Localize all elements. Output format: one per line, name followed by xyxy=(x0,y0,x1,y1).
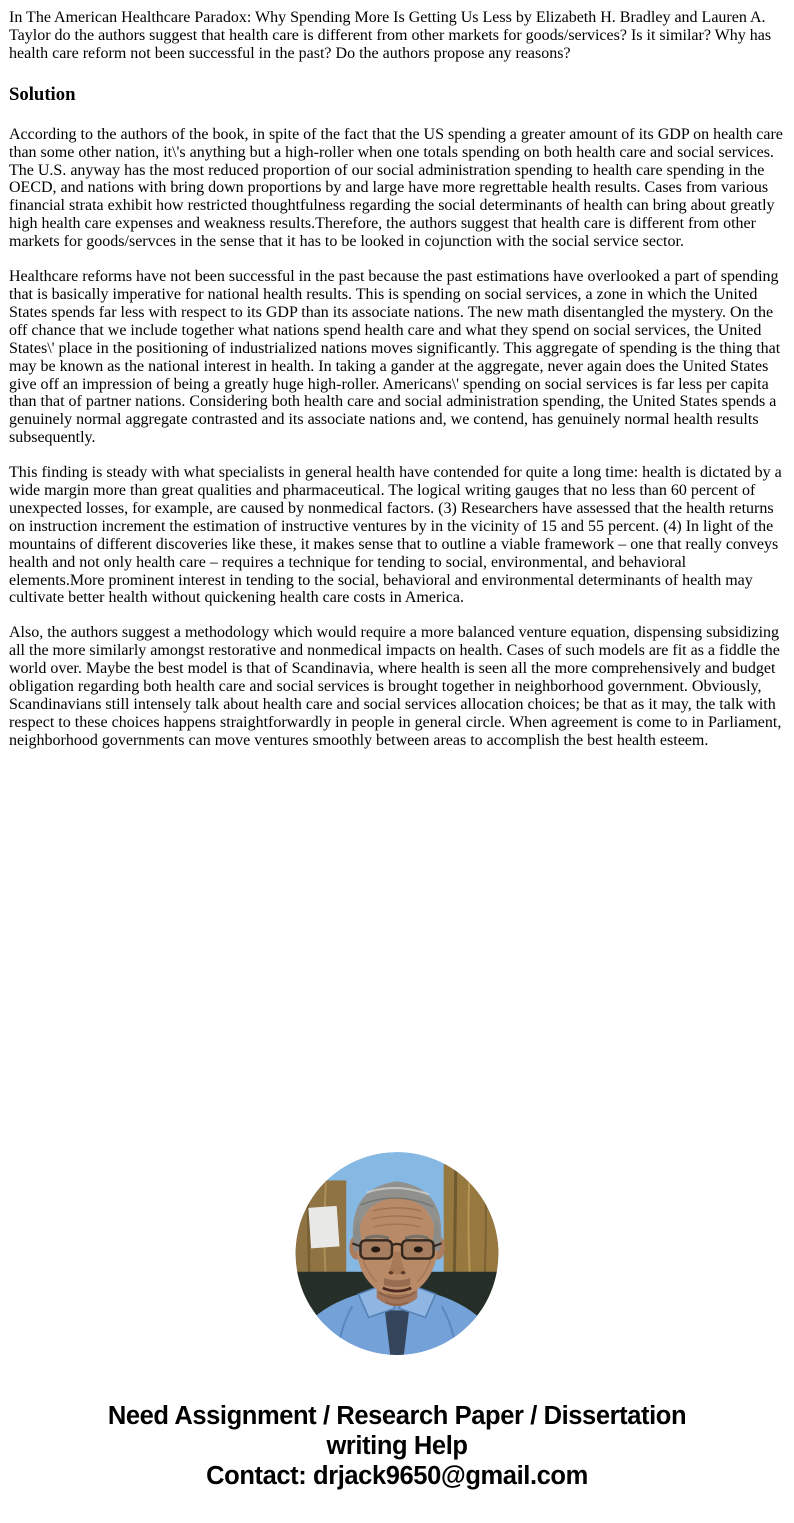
footer-banner xyxy=(0,1401,794,1491)
profile-photo xyxy=(296,1152,499,1355)
footer-help-line-2: writing Help xyxy=(326,1432,468,1460)
solution-paragraph-2: Healthcare reforms have not been successful in the past because the past estimations have overlooked a part of spending that is basically imperative for national health results. This is spending on social services, a zone in which the United States spends far less with respect to its GDP than its associate nations. The new math disentangled the mystery. On the off chance that we include together what nations spend health care and what they spend on social services, the United States\' place in the positioning of industrialized nations moves significantly. This aggregate of spending is the thing that may be known as the national interest in health. In taking a gander at the aggregate, never again does the United States give off an impression of being a greatly huge high-roller. Americans\' spending on social services is far less per capita than that of partner nations. Considering both health care and social administration spending, the United States spends a genuinely normal aggregate contrasted and its associate nations and, we contend, has genuinely normal health results subsequently. xyxy=(9,268,781,447)
profile-photo-image xyxy=(296,1152,499,1355)
footer-contact-email: Contact: drjack9650@gmail.com xyxy=(206,1462,588,1490)
solution-paragraph-4: Also, the authors suggest a methodology which would require a more balanced venture equation, dispensing subsidizing all the more similarly amongst restorative and nonmedical impacts on health. Cases of such models are fit as a fiddle the world over. Maybe the best model is that of Scandinavia, where health is seen all the more comprehensively and budget obligation regarding both health care and social services is brought together in neighborhood government. Obviously, Scandinavians still intensely talk about health care and social services allocation choices; be that as it may, the talk with respect to these choices happens straightforwardly in people in general circle. When agreement is come to in Parliament, neighborhood governments can move ventures smoothly between areas to accomplish the best health esteem. xyxy=(9,624,782,749)
solution-heading: Solution xyxy=(9,83,76,105)
question-paragraph: In The American Healthcare Paradox: Why Spending More Is Getting Us Less by Elizabeth H. Bradley and Lauren A. Taylor do the authors suggest that health care is different from other markets for goods/services? Is it similar? Why has health care reform not been successful in the past? Do the authors propose any reasons? xyxy=(9,9,772,62)
solution-paragraph-1: According to the authors of the book, in spite of the fact that the US spending a greater amount of its GDP on health care than some other nation, it\'s anything but a high-roller when one totals spending on both health care and social services. The U.S. anyway has the most reduced proportion of our social administration spending to health care spending in the OECD, and nations with bring down proportions by and large have more regrettable health results. Cases from various financial strata exhibit how restricted thoughtfulness regarding the social determinants of health can bring about greatly high health care expenses and weakness results.Therefore, the authors suggest that health care is different from other markets for goods/servces in the sense that it has to be looked in cojunction with the social service sector. xyxy=(9,125,783,251)
solution-paragraph-3: This finding is steady with what specialists in general health have contended for quite a long time: health is dictated by a wide margin more than great qualities and pharmaceutical. The logical writing gauges that no less than 60 percent of unexpected losses, for example, are caused by nonmedical factors. (3) Researchers have assessed that the health returns on instruction increment the estimation of instructive ventures by in the vicinity of 15 and 55 percent. (4) In light of the mountains of different discoveries like these, it makes sense that to outline a viable framework – one that really conveys health and not only health care – requires a technique for tending to social, environmental, and behavioral elements.More prominent interest in tending to the social, behavioral and environmental determinants of health may cultivate better health without quickening health care costs in America. xyxy=(9,464,782,607)
footer-help-line-1: Need Assignment / Research Paper / Dissertation xyxy=(107,1402,687,1430)
